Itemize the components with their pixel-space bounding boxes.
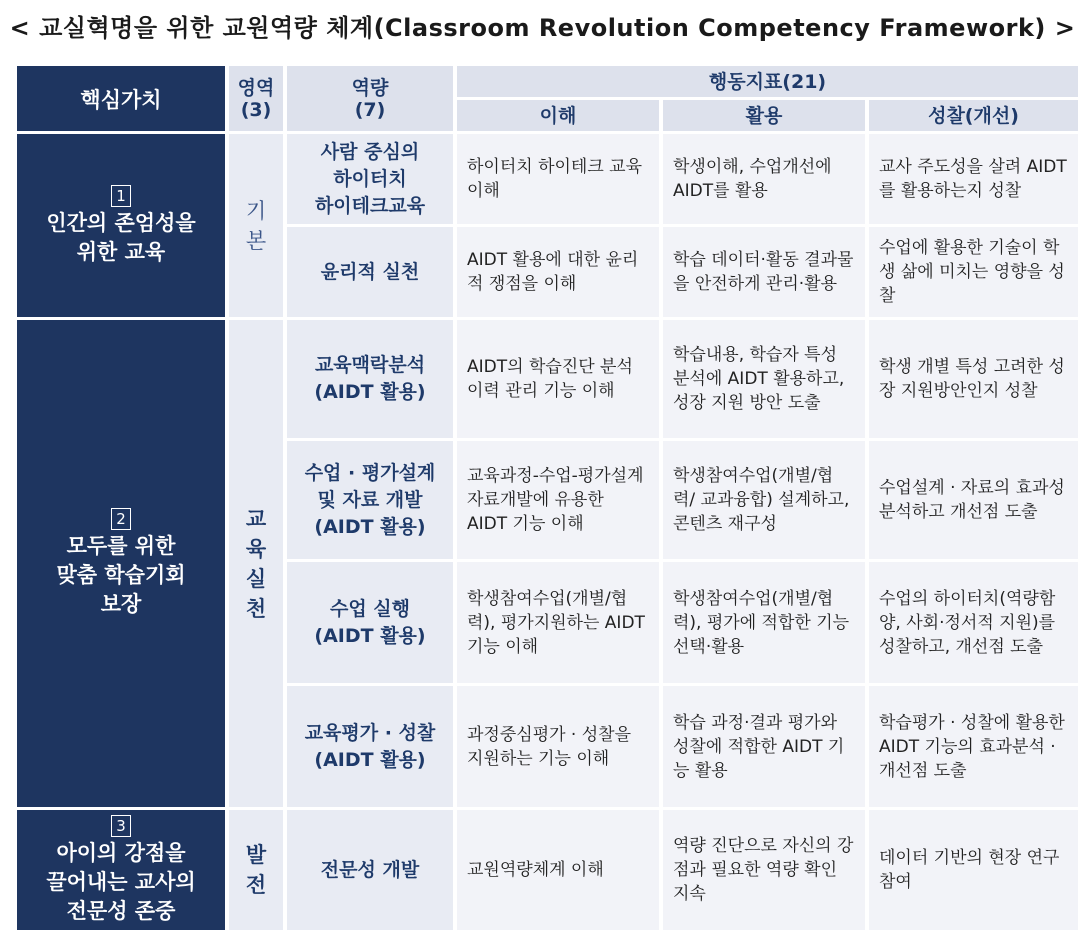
header-reflect-label: 성찰(개선) (928, 104, 1019, 127)
header-apply (663, 100, 865, 131)
core-value-line: 전문성 존중 (66, 898, 176, 923)
area-char: 본 (245, 228, 267, 253)
core-value-number: 1 (111, 185, 131, 207)
competency-line: 교육맥락분석 (314, 354, 426, 376)
header-area-count: (3) (240, 98, 272, 121)
core-value-1 (17, 134, 225, 317)
header-core-values (17, 66, 225, 131)
competency-line: 윤리적 실천 (320, 260, 420, 283)
header-core-values-label: 핵심가치 (80, 87, 162, 112)
header-apply-label: 활용 (745, 104, 783, 127)
indicator-understand (457, 562, 659, 683)
competency-cell (287, 227, 453, 317)
indicator-understand (457, 686, 659, 807)
area-practice (229, 320, 283, 807)
indicator-text: 학습 과정·결과 평가와 성찰에 적합한 AIDT 기능 활용 (673, 712, 845, 781)
area-char: 기 (245, 198, 267, 223)
competency-line: 및 자료 개발 (317, 488, 423, 511)
core-value-2 (17, 320, 225, 807)
competency-line: 하이터치 (333, 167, 407, 190)
indicator-text: 하이터치 하이테크 교육 이해 (467, 157, 643, 201)
core-value-line: 모두를 위한 (66, 534, 176, 558)
indicator-apply (663, 227, 865, 317)
core-value-line: 위한 교육 (76, 239, 166, 264)
header-area-label: 영역 (237, 76, 275, 99)
indicator-apply (663, 562, 865, 683)
core-value-line: 보장 (100, 592, 142, 616)
indicator-text: 수업의 하이터치(역량함양, 사회·정서적 지원)를 성찰하고, 개선점 도출 (879, 588, 1056, 657)
indicator-apply (663, 441, 865, 559)
competency-cell (287, 441, 453, 559)
competency-line: 교육평가 · 성찰 (304, 721, 436, 744)
header-reflect (869, 100, 1078, 131)
header-understand-label: 이해 (539, 104, 577, 127)
competency-line: (AIDT 활용) (314, 624, 426, 647)
indicator-text: 수업설계 · 자료의 효과성 분석하고 개선점 도출 (879, 478, 1065, 522)
indicator-apply (663, 134, 865, 224)
competency-cell (287, 134, 453, 224)
indicator-text: 학생이해, 수업개선에 AIDT를 활용 (673, 157, 832, 201)
header-indicators (457, 66, 1078, 97)
core-value-line: 끌어내는 교사의 (46, 869, 196, 894)
header-competency-label: 역량 (351, 76, 389, 99)
indicator-text: 데이터 기반의 현장 연구 참여 (879, 848, 1060, 892)
indicator-text: AIDT 활용에 대한 윤리적 쟁점을 이해 (467, 250, 639, 294)
indicator-text: 학습평가 · 성찰에 활용한 AIDT 기능의 효과분석 · 개선점 도출 (879, 712, 1065, 781)
core-value-line: 맞춤 학습기회 (56, 563, 186, 587)
indicator-reflect (869, 320, 1078, 438)
indicator-text: 역량 진단으로 자신의 강점과 필요한 역량 확인 지속 (673, 836, 854, 904)
competency-line: 하이테크교육 (314, 194, 426, 217)
indicator-text: 학생참여수업(개별/협력), 평가지원하는 AIDT 기능 이해 (467, 588, 645, 657)
area-char: 천 (245, 596, 267, 621)
indicator-understand (457, 320, 659, 438)
header-indicators-label: 행동지표(21) (708, 70, 827, 93)
core-value-3 (17, 810, 225, 930)
header-area (229, 66, 283, 131)
core-value-number: 3 (111, 815, 131, 837)
core-value-line: 아이의 강점을 (56, 840, 186, 865)
indicator-text: 학습 데이터·활동 결과물을 안전하게 관리·활용 (673, 250, 854, 294)
indicator-text: 학생 개별 특성 고려한 성장 지원방안인지 성찰 (879, 357, 1065, 401)
indicator-understand (457, 134, 659, 224)
competency-cell (287, 686, 453, 807)
competency-cell (287, 562, 453, 683)
competency-line: 수업 실행 (329, 597, 411, 620)
page-title: < 교실혁명을 위한 교원역량 체계(Classroom Revolution Competency Framework) > (9, 14, 1076, 42)
competency-line: 전문성 개발 (320, 858, 420, 881)
indicator-text: AIDT의 학습진단 분석 이력 관리 기능 이해 (467, 357, 633, 401)
indicator-understand (457, 441, 659, 559)
indicator-reflect (869, 562, 1078, 683)
indicator-text: 과정중심평가 · 성찰을 지원하는 기능 이해 (467, 724, 632, 769)
area-basic (229, 134, 283, 317)
competency-line: 사람 중심의 (320, 140, 420, 163)
header-competency-count: (7) (354, 98, 386, 121)
indicator-apply (663, 686, 865, 807)
indicator-reflect (869, 686, 1078, 807)
indicator-reflect (869, 441, 1078, 559)
core-value-line: 인간의 존엄성을 (46, 210, 196, 235)
competency-line: (AIDT 활용) (314, 381, 426, 403)
indicator-text: 학생참여수업(개별/협력), 평가에 적합한 기능 선택·활용 (673, 588, 850, 657)
area-char: 육 (245, 536, 267, 561)
indicator-apply (663, 320, 865, 438)
indicator-text: 교원역량체계 이해 (467, 860, 604, 880)
indicator-text: 수업에 활용한 기술이 학생 삶에 미치는 영향을 성찰 (879, 238, 1065, 306)
header-competency (287, 66, 453, 131)
competency-cell (287, 810, 453, 930)
indicator-reflect (869, 227, 1078, 317)
area-char: 교 (245, 506, 267, 531)
indicator-understand (457, 810, 659, 930)
indicator-apply (663, 810, 865, 930)
competency-line: (AIDT 활용) (314, 748, 426, 771)
indicator-text: 학습내용, 학습자 특성 분석에 AIDT 활용하고, 성장 지원 방안 도출 (673, 345, 845, 413)
core-value-number: 2 (111, 508, 131, 530)
indicator-text: 교육과정-수업-평가설계 자료개발에 유용한 AIDT 기능 이해 (467, 466, 644, 534)
competency-line: (AIDT 활용) (314, 515, 426, 538)
area-char: 실 (245, 566, 267, 591)
area-char: 발 (245, 843, 267, 867)
competency-line: 수업 · 평가설계 (304, 461, 436, 484)
indicator-text: 학생참여수업(개별/협력/ 교과융합) 설계하고, 콘텐츠 재구성 (673, 466, 850, 534)
area-growth (229, 810, 283, 930)
indicator-understand (457, 227, 659, 317)
area-char: 전 (245, 873, 267, 897)
indicator-text: 교사 주도성을 살려 AIDT를 활용하는지 성찰 (879, 157, 1067, 201)
indicator-reflect (869, 810, 1078, 930)
indicator-reflect (869, 134, 1078, 224)
header-understand (457, 100, 659, 131)
competency-table (17, 66, 1085, 923)
competency-cell (287, 320, 453, 438)
